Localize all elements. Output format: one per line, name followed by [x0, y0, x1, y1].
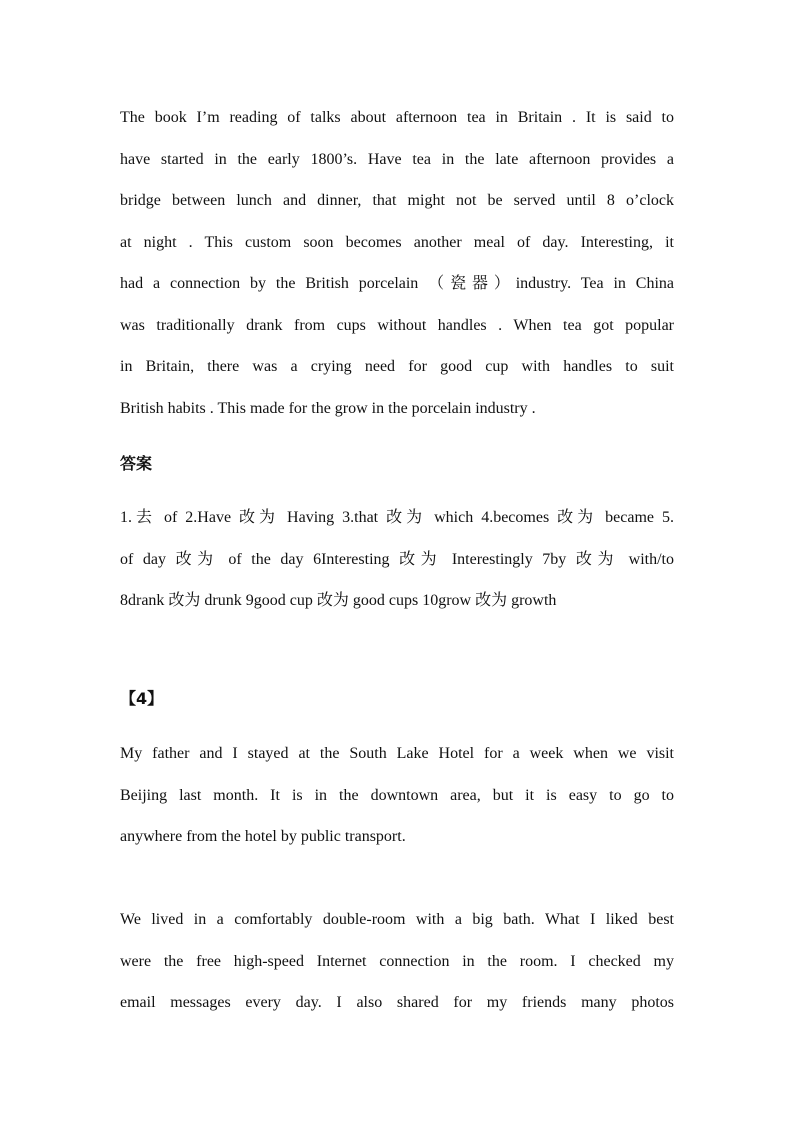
passage-line: bridge between lunch and dinner, that might not be served until 8 o’clock — [120, 192, 674, 209]
passage-line: The book I’m reading of talks about afternoon tea in Britain . It is said to — [120, 109, 674, 126]
section-4-heading: 【4】 — [120, 689, 164, 708]
answer-heading: 答案 — [120, 454, 153, 473]
answer-line: of day 改为 of the day 6Interesting 改为 Interestingly 7by 改为 with/to — [120, 550, 674, 568]
section-4-line: were the free high-speed Internet connection in the room. I checked my — [120, 952, 674, 970]
passage-line: British habits . This made for the grow in the porcelain industry . — [120, 399, 536, 417]
section-4-line: We lived in a comfortably double-room with a big bath. What I liked best — [120, 911, 674, 928]
section-4-line: My father and I stayed at the South Lake Hotel for a week when we visit — [120, 745, 674, 762]
answer-line: 1.去 of 2.Have 改为 Having 3.that 改为 which 4.becomes 改为 became 5. — [120, 509, 674, 526]
answer-line: 8drank 改为 drunk 9good cup 改为 good cups 10grow 改为 growth — [120, 592, 557, 609]
passage-line: was traditionally drank from cups without handles . When tea got popular — [120, 316, 674, 334]
passage-line: at night . This custom soon becomes another meal of day. Interesting, it — [120, 233, 674, 251]
section-4-line: anywhere from the hotel by public transport. — [120, 828, 406, 845]
passage-line: had a connection by the British porcelain （瓷器）industry. Tea in China — [120, 275, 674, 292]
passage-line: have started in the early 1800’s. Have tea in the late afternoon provides a — [120, 150, 674, 168]
section-4-line: email messages every day. I also shared for my friends many photos — [120, 994, 674, 1011]
passage-line: in Britain, there was a crying need for good cup with handles to suit — [120, 358, 674, 375]
section-4-line: Beijing last month. It is in the downtown area, but it is easy to go to — [120, 786, 674, 804]
